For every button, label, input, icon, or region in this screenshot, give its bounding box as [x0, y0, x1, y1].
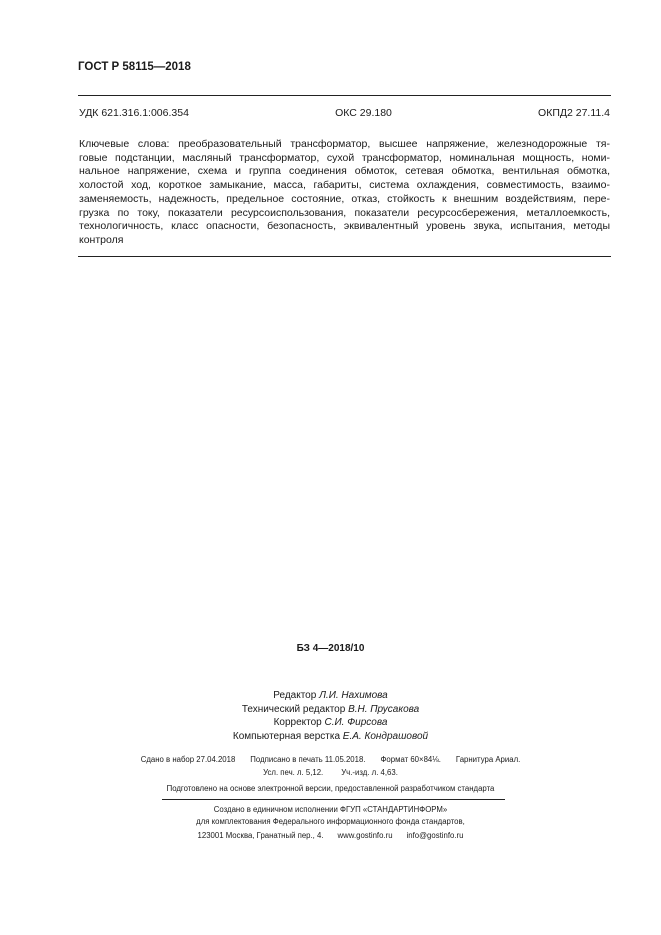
credit-role: Корректор — [273, 717, 322, 728]
publisher-email[interactable]: info@gostinfo.ru — [406, 830, 464, 840]
publisher-sheets: Уч.-изд. л. 4,63. — [341, 767, 398, 777]
publisher-line: Создано в единичном исполнении ФГУП «СТАНДАРТИНФОРМ» — [213, 805, 448, 814]
classification-row — [79, 107, 610, 119]
keywords-paragraph — [79, 138, 610, 248]
credit-name: С.И. Фирсова — [324, 717, 388, 728]
print-info-row — [0, 754, 661, 767]
paper-format: Формат 60×84⅛. — [380, 755, 441, 764]
keywords-line: грузка по току, показатели ресурсоиспользования, показатели ресурсосбережения, металлоемкость, — [79, 206, 610, 219]
publisher-address: 123001 Москва, Гранатный пер., 4. — [197, 830, 324, 840]
print-info-row — [0, 767, 661, 780]
credit-row — [0, 730, 661, 744]
publisher-website[interactable]: www.gostinfo.ru — [337, 830, 393, 840]
credit-name: В.Н. Прусакова — [348, 703, 420, 715]
keywords-line: заменяемость, надежность, предельное состояние, отказ, стойкость к внешним воздействиям, пере- — [79, 192, 610, 205]
publisher-rule — [162, 799, 505, 800]
credit-row — [0, 703, 661, 717]
credit-role: Технический редактор — [241, 703, 346, 715]
keywords-line: нальное напряжение, схема и группа соединения обмоток, сетевая обмотка, вентильная обмотка, — [79, 165, 610, 178]
credit-role: Компьютерная верстка — [232, 730, 341, 742]
bz-number: БЗ 4—2018/10 — [296, 643, 365, 654]
credit-role: Редактор — [273, 690, 317, 701]
keywords-bottom-rule — [78, 256, 611, 257]
prepared-note: Подготовлено на основе электронной версии, предоставленной разработчиком стандарта — [166, 784, 495, 793]
publisher-line: для комплектования Федерального информационного фонда стандартов, — [196, 817, 465, 827]
publisher-contacts — [0, 830, 661, 842]
oks-code: ОКС 29.180 — [335, 107, 392, 119]
credit-row — [0, 689, 661, 703]
standard-code: ГОСТ Р 58115—2018 — [78, 61, 191, 73]
keywords-line: холостой ход, короткое замыкание, масса, габариты, система охлаждения, совместимость, взаимо- — [79, 179, 610, 192]
udk-code: УДК 621.316.1:006.354 — [79, 107, 189, 119]
typeface: Гарнитура Ариал. — [455, 755, 521, 764]
top-rule — [78, 95, 611, 96]
publisher-block — [0, 804, 661, 842]
signed-date: Подписано в печать 11.05.2018. — [250, 755, 366, 764]
credit-name: Л.И. Нахимова — [319, 690, 388, 701]
credit-row — [0, 716, 661, 730]
okpd-code: ОКПД2 27.11.4 — [538, 107, 610, 119]
submitted-date: Сдано в набор 27.04.2018 — [140, 755, 236, 764]
credits-block — [0, 689, 661, 743]
keywords-line: контроля — [79, 233, 124, 246]
keywords-line: говые подстанции, масляный трансформатор, сухой трансформатор, номинальная мощность, номи- — [79, 151, 610, 164]
credit-name: Е.А. Кондрашовой — [342, 730, 429, 742]
keywords-line: Ключевые слова: преобразовательный трансформатор, высшее напряжение, железнодорожные тя- — [79, 138, 610, 150]
print-info-block — [0, 754, 661, 779]
keywords-line: технологичность, класс опасности, безопасность, эквивалентный уровень звука, испытания, методы — [79, 220, 610, 233]
print-sheets: Усл. печ. л. 5,12. — [263, 767, 324, 777]
